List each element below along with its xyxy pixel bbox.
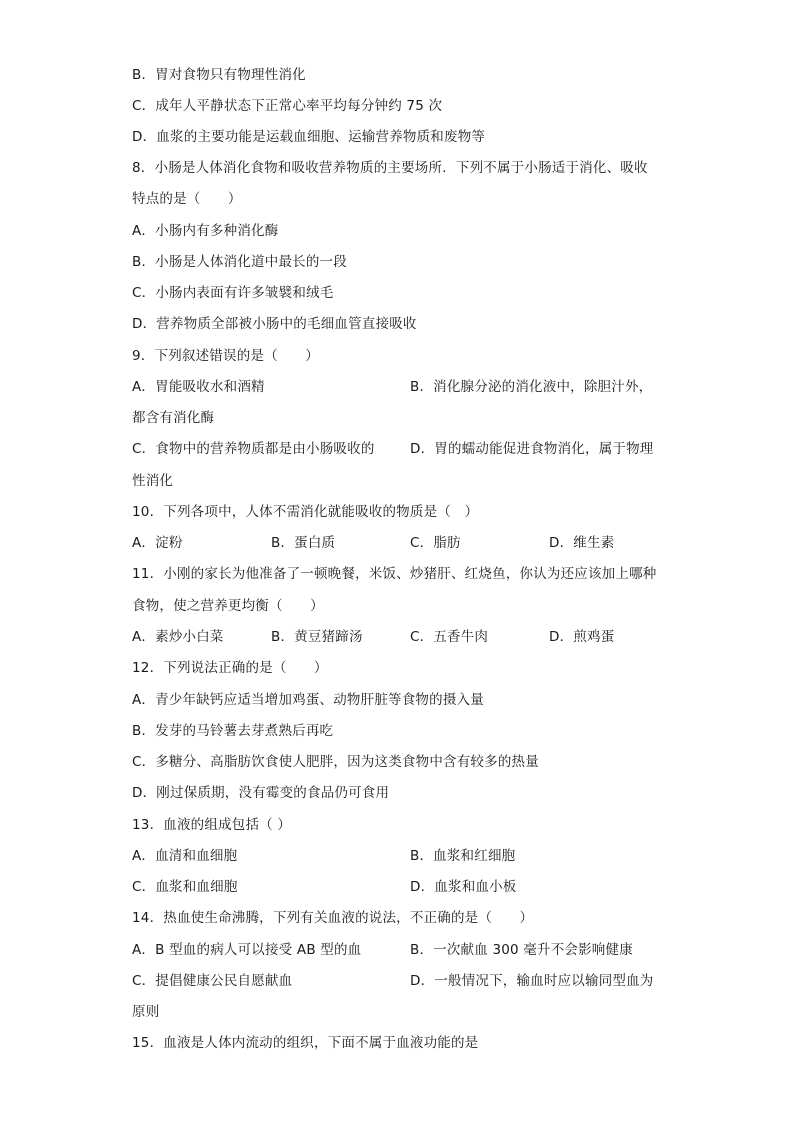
q13-option-c: C．血浆和血细胞	[132, 879, 238, 895]
q8-option-d: D．营养物质全部被小肠中的毛细血管直接吸收	[132, 316, 417, 332]
q9-option-c: C．食物中的营养物质都是由小肠吸收的	[132, 441, 375, 457]
q8-stem-line2: 特点的是（ ）	[132, 191, 242, 207]
q13-stem: 13．血液的组成包括（ ）	[132, 817, 292, 833]
q10-option-a: A．淀粉	[132, 535, 183, 551]
q8-option-b: B．小肠是人体消化道中最长的一段	[132, 254, 347, 270]
q12-option-c: C．多糖分、高脂肪饮食使人肥胖，因为这类食物中含有较多的热量	[132, 754, 539, 770]
q12-option-a: A．青少年缺钙应适当增加鸡蛋、动物肝脏等食物的摄入量	[132, 692, 484, 708]
q7-option-d: D．血浆的主要功能是运载血细胞、运输营养物质和废物等	[132, 129, 486, 145]
q14-option-d-line1: D．一般情况下，输血时应以输同型血为	[410, 973, 654, 989]
q12-stem: 12．下列说法正确的是（ ）	[132, 660, 328, 676]
q11-stem-line2: 食物，使之营养更均衡（ ）	[132, 598, 324, 614]
q9-option-b-line1: B．消化腺分泌的消化液中，除胆汁外，	[410, 379, 653, 395]
q8-option-a: A．小肠内有多种消化酶	[132, 223, 279, 239]
q7-option-b: B．胃对食物只有物理性消化	[132, 67, 306, 83]
q14-option-c: C．提倡健康公民自愿献血	[132, 973, 293, 989]
q11-option-a: A．素炒小白菜	[132, 629, 224, 645]
q7-option-c: C．成年人平静状态下正常心率平均每分钟约 75 次	[132, 98, 443, 114]
q12-option-d: D．刚过保质期，没有霉变的食品仍可食用	[132, 785, 390, 801]
q14-option-b: B．一次献血 300 毫升不会影响健康	[410, 942, 633, 958]
q15-stem: 15．血液是人体内流动的组织，下面不属于血液功能的是	[132, 1035, 479, 1051]
q10-option-c: C．脂肪	[410, 535, 461, 551]
q9-stem: 9．下列叙述错误的是（ ）	[132, 348, 319, 364]
q9-option-d-line2: 性消化	[132, 473, 174, 489]
q12-option-b: B．发芽的马铃薯去芽煮熟后再吃	[132, 723, 334, 739]
q9-option-d-line1: D．胃的蠕动能促进食物消化，属于物理	[410, 441, 654, 457]
q9-option-a: A．胃能吸收水和酒精	[132, 379, 265, 395]
q11-stem-line1: 11．小刚的家长为他准备了一顿晚餐，米饭、炒猪肝、红烧鱼，你认为还应该加上哪种	[132, 566, 657, 582]
q14-option-d-line2: 原则	[132, 1004, 160, 1020]
q8-stem-line1: 8．小肠是人体消化食物和吸收营养物质的主要场所．下列不属于小肠适于消化、吸收	[132, 160, 648, 176]
q14-stem: 14．热血使生命沸腾，下列有关血液的说法，不正确的是（ ）	[132, 910, 534, 926]
q11-option-b: B．黄豆猪蹄汤	[271, 629, 363, 645]
q13-option-a: A．血清和血细胞	[132, 848, 238, 864]
q11-option-d: D．煎鸡蛋	[549, 629, 615, 645]
q10-option-b: B．蛋白质	[271, 535, 336, 551]
q8-option-c: C．小肠内表面有许多皱襞和绒毛	[132, 285, 334, 301]
q10-option-d: D．维生素	[549, 535, 615, 551]
q13-option-b: B．血浆和红细胞	[410, 848, 516, 864]
q10-stem: 10．下列各项中，人体不需消化就能吸收的物质是（ ）	[132, 504, 479, 520]
q13-option-d: D．血浆和血小板	[410, 879, 517, 895]
q9-option-b-line2: 都含有消化酶	[132, 410, 215, 426]
q14-option-a: A．B 型血的病人可以接受 AB 型的血	[132, 942, 362, 958]
q11-option-c: C．五香牛肉	[410, 629, 489, 645]
